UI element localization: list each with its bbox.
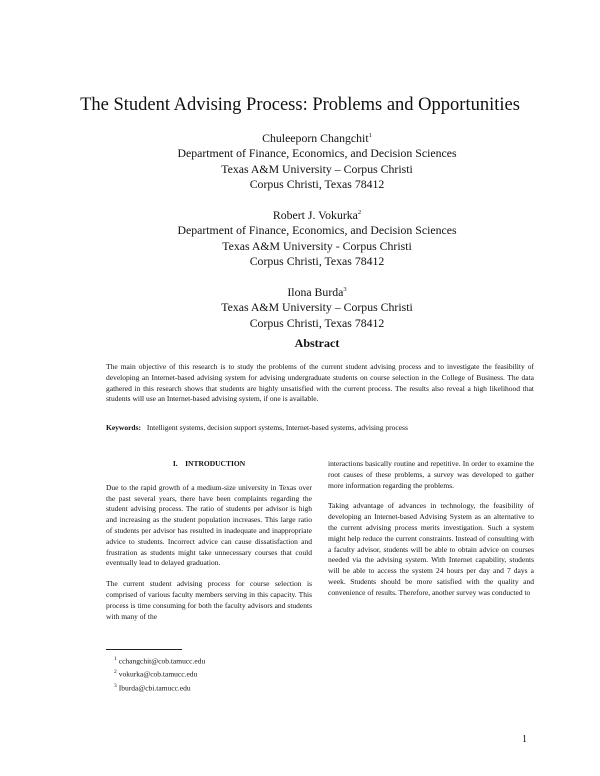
- author-affiliation: Texas A&M University – Corpus Christi: [221, 300, 413, 315]
- section-heading: I. INTRODUCTION: [172, 459, 246, 468]
- author-affiliation: Corpus Christi, Texas 78412: [249, 315, 385, 330]
- author-affiliation: Texas A&M University – Corpus Christi: [221, 161, 413, 176]
- paper-title: The Student Advising Process: Problems and Opportunities: [80, 95, 520, 115]
- author-affiliation: Department of Finance, Economics, and Decision Sciences: [177, 223, 457, 238]
- left-column: [106, 459, 312, 632]
- author-block-1: [0, 128, 600, 193]
- author-block-3: [0, 282, 600, 331]
- body-paragraph: Due to the rapid growth of a medium-size university in Texas over the past several years, there have been complaints regarding the student advising process. The ratio of students per advisor is high and increasing as the student population increases. This large ratio of students per advisor has resulted in inadequate and inappropriate advice to students. Incorrect advice can cause dissatisfaction and frustration as students might take unnecessary courses that could eventually lead to delayed graduation.: [106, 482, 312, 568]
- author-affiliation: Department of Finance, Economics, and Decision Sciences: [177, 146, 457, 161]
- author-list: [0, 128, 600, 343]
- body-paragraph: Taking advantage of advances in technology, the feasibility of developing an Internet-based Advising System as an alternative to the current advising process merits investigation. Such a system might help reduce the current constraints. Instead of consulting with a faculty advisor, students will be able to obtain advice on courses needed via the advising system. With Internet capability, students will be able to access the system 24 hours per day and 7 days a week. Students should be more satisfied with the quality and convenience of results. Therefore, another survey was conducted to: [328, 501, 534, 597]
- footnote: $^2$ vokurka@cob.tamucc.edu: [114, 669, 198, 679]
- abstract-text: The main objective of this research is to study the problems of the current student advising process and to investigate the feasibility of developing an Internet-based advising system for advising undergraduate students on course selection in the College of Business. The data gathered in this research shows that students are highly unsatisfied with the current process. The results also reveal a high likelihood that students will use an Internet-based advising system, if one is available.: [106, 362, 534, 404]
- author-name: Robert J. Vokurka$^2$: [272, 207, 362, 222]
- keywords: [106, 423, 534, 434]
- body-paragraph: The current student advising process for course selection is comprised of various faculty members serving in this capacity. This process is time consuming for both the faculty advisors and students with many of the: [106, 579, 312, 621]
- author-affiliation: Corpus Christi, Texas 78412: [249, 177, 385, 192]
- page-number: 1: [522, 734, 527, 745]
- author-block-2: [0, 205, 600, 270]
- abstract-heading: Abstract: [294, 336, 340, 350]
- keywords-label: Keywords:: [106, 423, 141, 432]
- author-affiliation: Texas A&M University - Corpus Christi: [222, 238, 412, 253]
- footnotes: [114, 654, 205, 694]
- author-name: Ilona Burda$^3$: [287, 284, 347, 299]
- keywords-text: Intelligent systems, decision support systems, Internet-based systems, advising process: [146, 423, 408, 432]
- right-column: [328, 459, 534, 609]
- author-name: Chuleeporn Changchit$^1$: [262, 130, 372, 145]
- author-affiliation: Corpus Christi, Texas 78412: [249, 254, 385, 269]
- footnote: $^3$ Iburda@cbi.tamucc.edu: [114, 682, 191, 693]
- footnote-rule: [106, 649, 182, 650]
- footnote: $^1$ cchangchit@cob.tamucc.edu: [114, 656, 206, 666]
- body-paragraph: interactions basically routine and repetitive. In order to examine the root causes of these problems, a survey was developed to gather more information regarding the problems.: [328, 459, 534, 490]
